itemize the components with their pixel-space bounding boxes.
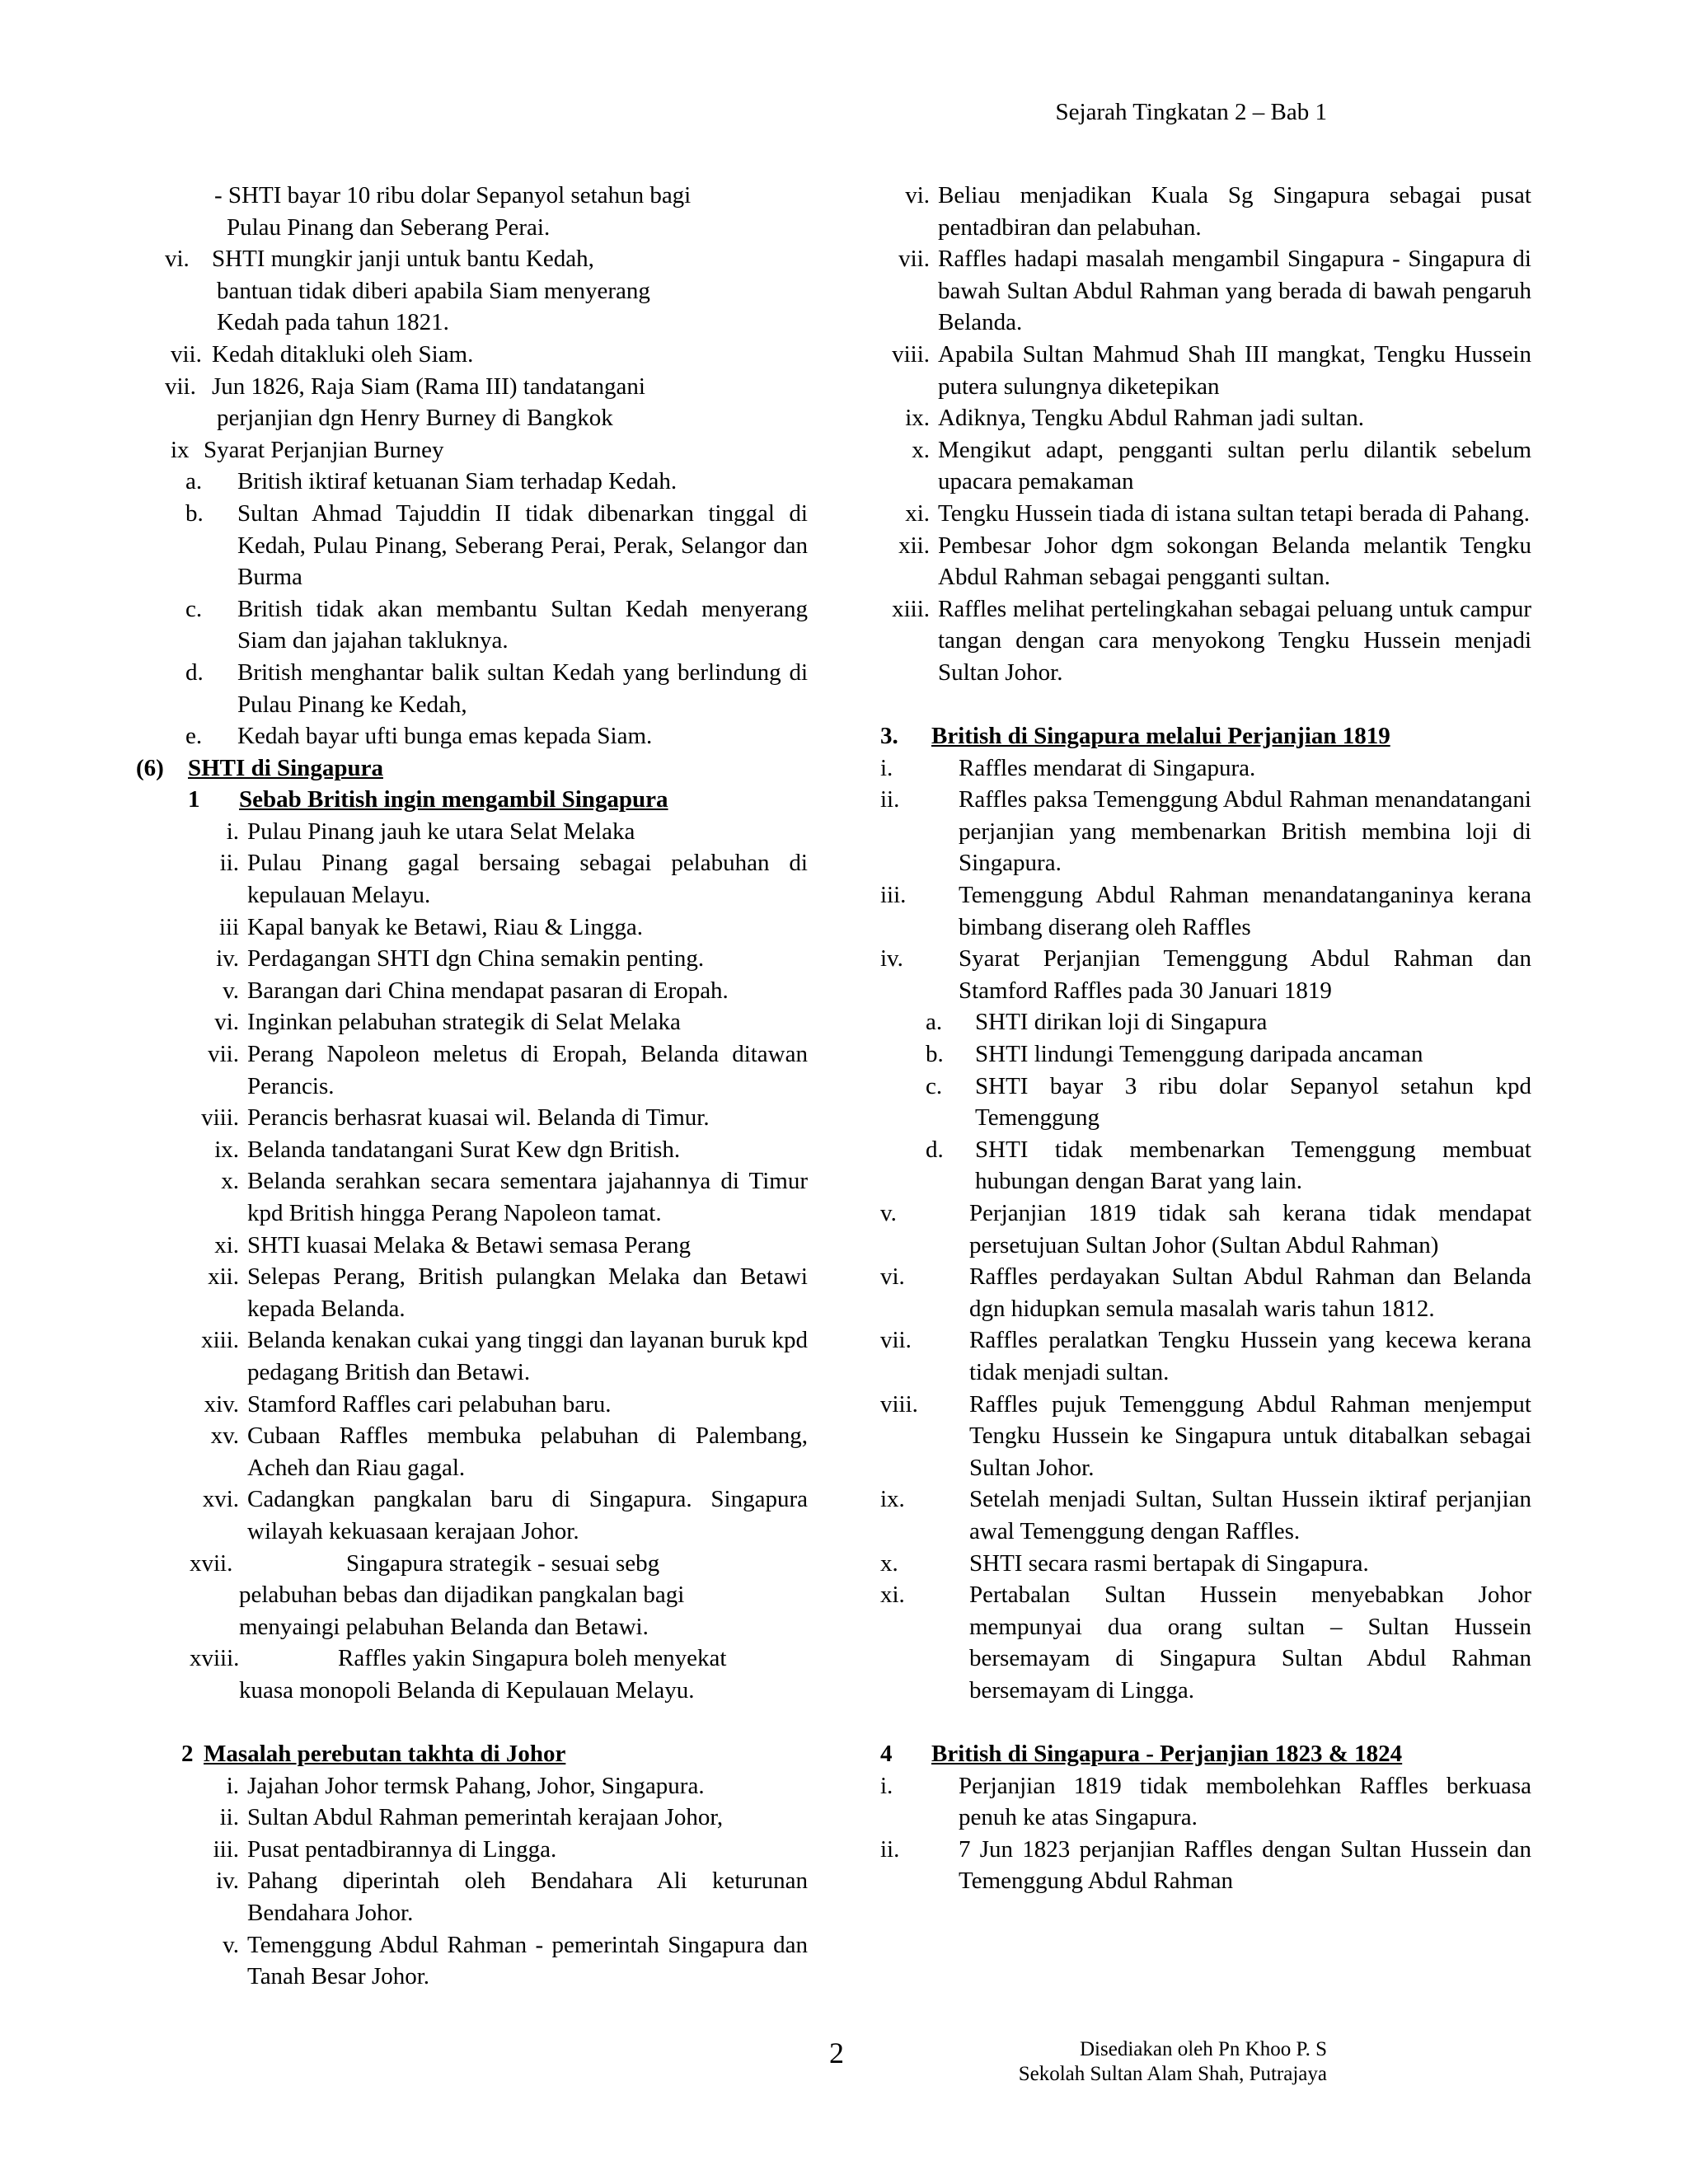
- list-text: Raffles paksa Temenggung Abdul Rahman menandatangani perjanjian yang membenarkan British membina loji di Singapura.: [959, 786, 1531, 877]
- list-item: [136, 1102, 808, 1134]
- list-marker: vii.: [898, 246, 930, 273]
- list-marker: xiv.: [204, 1390, 239, 1418]
- list-marker: a.: [926, 1009, 943, 1036]
- list-marker: xvi.: [202, 1486, 239, 1513]
- list-text: Cadangkan pangkalan baru di Singapura. Singapura wilayah kekuasaan kerajaan Johor.: [247, 1486, 808, 1544]
- list-marker: viii.: [880, 1390, 918, 1418]
- list-text: Apabila Sultan Mahmud Shah III mangkat, Tengku Hussein putera sulungnya diketepikan: [938, 340, 1531, 400]
- list-marker: v.: [223, 1931, 239, 1958]
- list-text: SHTI lindungi Temenggung daripada ancaman: [975, 1041, 1423, 1068]
- list-text: Raffles hadapi masalah mengambil Singapura - Singapura di bawah Sultan Abdul Rahman yang berada di bawah pengaruh Belanda.: [938, 246, 1531, 336]
- list-item: [880, 1579, 1531, 1706]
- list-text: Syarat Perjanjian Temenggung Abdul Rahman dan Stamford Raffles pada 30 Januari 1819: [959, 945, 1531, 1004]
- list-item: [136, 1834, 808, 1866]
- list-item: [136, 1483, 808, 1547]
- list-marker: vii.: [208, 1041, 239, 1068]
- list-marker: i.: [880, 754, 893, 781]
- list-marker: ix.: [880, 1486, 905, 1513]
- list-item: [136, 1865, 808, 1929]
- list-item: [880, 1261, 1531, 1324]
- list-marker: xiii.: [892, 595, 930, 622]
- list-item: [880, 1324, 1531, 1388]
- list-text: Pulau Pinang jauh ke utara Selat Melaka: [247, 818, 635, 845]
- list-marker: x.: [880, 1549, 898, 1577]
- list-marker: iv.: [880, 945, 903, 972]
- list-marker: vi.: [214, 1009, 239, 1036]
- list-marker: vi.: [880, 1263, 905, 1291]
- list-item: [880, 1483, 1531, 1547]
- list-text: Belanda tandatangani Surat Kew dgn British.: [247, 1136, 681, 1163]
- treaty-terms-list: [880, 1006, 1531, 1197]
- list-marker: iii.: [880, 882, 907, 909]
- list-marker: vii.: [880, 1327, 912, 1354]
- list-marker: ii.: [880, 786, 900, 813]
- list-item: [880, 784, 1531, 879]
- list-item: ix Syarat Perjanjian Burney: [171, 436, 444, 463]
- section-heading: (6) SHTI di Singapura: [136, 754, 383, 781]
- list-text: Tengku Hussein tiada di istana sultan tetapi berada di Pahang.: [938, 499, 1530, 527]
- burney-terms-list: [136, 466, 808, 752]
- list-text: Kapal banyak ke Betawi, Riau & Lingga.: [247, 913, 643, 940]
- list-text: Belanda serahkan secara sementara jajahannya di Timur kpd British hingga Perang Napoleon tamat.: [247, 1168, 808, 1226]
- list-text: Pahang diperintah oleh Bendahara Ali keturunan Bendahara Johor.: [247, 1868, 808, 1927]
- list-text: Cubaan Raffles membuka pelabuhan di Palembang, Acheh dan Riau gagal.: [247, 1422, 808, 1481]
- list-item: vii. Kedah ditakluki oleh Siam.: [171, 340, 474, 368]
- list-text: British tidak akan membantu Sultan Kedah menyerang Siam dan jajahan takluknya.: [237, 595, 808, 654]
- list-text: Raffles mendarat di Singapura.: [959, 754, 1256, 781]
- list-text: Pertabalan Sultan Hussein menyebabkan Johor mempunyai dua orang sultan – Sultan Hussein bersemayam di Singapura Sultan Abdul Rahman bersemayam di Lingga.: [969, 1582, 1531, 1704]
- list-item: [136, 1230, 808, 1262]
- list-marker: d.: [185, 658, 204, 686]
- list-item: [880, 593, 1531, 689]
- right-column: [880, 180, 1531, 1897]
- list-marker: x.: [912, 436, 930, 463]
- subsection-heading: 4 British di Singapura - Perjanjian 1823 & 1824: [880, 1741, 1403, 1768]
- list-text: Stamford Raffles cari pelabuhan baru.: [247, 1390, 612, 1418]
- list-item: [880, 339, 1531, 402]
- treaty-1823-list: [880, 1770, 1531, 1897]
- list-marker: iii.: [213, 1835, 239, 1863]
- list-item: [880, 498, 1531, 530]
- list-text: Raffles peralatkan Tengku Hussein yang kecewa kerana tidak menjadi sultan.: [969, 1327, 1531, 1385]
- list-item: [136, 1006, 808, 1038]
- list-item: [880, 752, 1531, 785]
- subsection-heading: 3. British di Singapura melalui Perjanjian 1819: [880, 723, 1390, 750]
- list-text: Barangan dari China mendapat pasaran di Eropah.: [247, 977, 729, 1004]
- list-marker: iv.: [216, 945, 239, 972]
- list-marker: e.: [185, 723, 203, 750]
- list-item: [880, 1134, 1531, 1197]
- list-text: Perjanjian 1819 tidak sah kerana tidak mendapat persetujuan Sultan Johor (Sultan Abdul Rahman): [969, 1200, 1531, 1258]
- list-item: [136, 466, 808, 498]
- list-marker: b.: [185, 499, 204, 527]
- list-item: [136, 1261, 808, 1324]
- list-item: [136, 657, 808, 720]
- list-text: Perjanjian 1819 tidak membolehkan Raffles berkuasa penuh ke atas Singapura.: [959, 1772, 1531, 1831]
- list-marker: xi.: [905, 499, 930, 527]
- list-text: Beliau menjadikan Kuala Sg Singapura sebagai pusat pentadbiran dan pelabuhan.: [938, 182, 1531, 241]
- list-text: Adiknya, Tengku Abdul Rahman jadi sultan.: [938, 405, 1364, 432]
- list-marker: d.: [926, 1136, 944, 1163]
- list-text: Kedah bayar ufti bunga emas kepada Siam.: [237, 723, 653, 750]
- list-item: vi. SHTI mungkir janji untuk bantu Kedah, bantuan tidak diberi apabila Siam menyerang Kedah pada tahun 1821.: [165, 246, 650, 336]
- list-marker: viii.: [201, 1104, 239, 1132]
- list-item: [136, 1324, 808, 1388]
- page-footer: [981, 2037, 1327, 2087]
- list-item: [880, 402, 1531, 434]
- list-text: 7 Jun 1823 perjanjian Raffles dengan Sultan Hussein dan Temenggung Abdul Rahman: [959, 1835, 1531, 1895]
- list-text: Mengikut adapt, pengganti sultan perlu dilantik sebelum upacara pemakaman: [938, 436, 1531, 495]
- treaty-1819-list: [880, 752, 1531, 1007]
- list-text: Raffles pujuk Temenggung Abdul Rahman menjemput Tengku Hussein ke Singapura untuk ditabalkan sebagai Sultan Johor.: [969, 1390, 1531, 1481]
- list-marker: a.: [185, 468, 203, 495]
- list-marker: c.: [185, 595, 203, 622]
- subsection-heading: 1 Sebab British ingin mengambil Singapura: [188, 786, 668, 813]
- list-item: [880, 1834, 1531, 1897]
- list-marker: viii.: [892, 340, 930, 368]
- list-text: Pembesar Johor dgm sokongan Belanda melantik Tengku Abdul Rahman sebagai pengganti sultan.: [938, 532, 1531, 591]
- list-text: Perang Napoleon meletus di Eropah, Belanda ditawan Perancis.: [247, 1041, 808, 1099]
- list-item: [136, 1038, 808, 1102]
- list-item: [880, 1770, 1531, 1834]
- list-marker: ii.: [219, 1804, 239, 1831]
- list-item: [136, 1929, 808, 1993]
- list-item: [136, 912, 808, 944]
- reasons-list: [136, 816, 808, 1548]
- list-marker: xii.: [208, 1263, 239, 1291]
- list-item: [136, 1134, 808, 1166]
- list-item: [880, 1038, 1531, 1071]
- list-text: British iktiraf ketuanan Siam terhadap Kedah.: [237, 468, 678, 495]
- footer-author: Disediakan oleh Pn Khoo P. S: [1080, 2038, 1327, 2060]
- list-item: [136, 1770, 808, 1802]
- list-item: [136, 847, 808, 911]
- list-text: Temenggung Abdul Rahman menandatanganinya kerana bimbang diserang oleh Raffles: [959, 882, 1531, 940]
- page-header: Sejarah Tingkatan 2 – Bab 1: [1055, 99, 1327, 125]
- list-item: xviii. Raffles yakin Singapura boleh menyekat kuasa monopoli Belanda di Kepulauan Melayu.: [190, 1645, 727, 1704]
- list-item: [880, 530, 1531, 593]
- footer-school: Sekolah Sultan Alam Shah, Putrajaya: [1018, 2063, 1327, 2085]
- list-item: [136, 593, 808, 657]
- list-item: [136, 1420, 808, 1483]
- list-marker: ix.: [214, 1136, 239, 1163]
- list-item: vii. Jun 1826, Raja Siam (Rama III) tandatangani perjanjian dgn Henry Burney di Bangkok: [165, 373, 645, 432]
- list-marker: xi.: [214, 1231, 239, 1258]
- list-marker: xii.: [898, 532, 930, 559]
- page-number: 2: [829, 2036, 844, 2069]
- list-item: [880, 1197, 1531, 1261]
- treaty-1819-list-continued: [880, 1197, 1531, 1707]
- list-text: Jajahan Johor termsk Pahang, Johor, Singapura.: [247, 1772, 705, 1799]
- list-marker: xi.: [880, 1582, 905, 1609]
- list-item: [880, 1548, 1531, 1580]
- list-text: Raffles perdayakan Sultan Abdul Rahman dan Belanda dgn hidupkan semula masalah waris tahun 1812.: [969, 1263, 1531, 1322]
- list-marker: iv.: [216, 1868, 239, 1895]
- list-marker: vi.: [905, 182, 930, 209]
- list-item: [136, 1389, 808, 1421]
- list-text: Setelah menjadi Sultan, Sultan Hussein iktiraf perjanjian awal Temenggung dengan Raffles.: [969, 1486, 1531, 1544]
- list-item: [136, 720, 808, 752]
- list-marker: iii: [218, 913, 239, 940]
- list-item: [880, 879, 1531, 943]
- left-column: [136, 180, 808, 1993]
- list-item: [136, 975, 808, 1007]
- list-marker: v.: [223, 977, 239, 1004]
- continued-item: - SHTI bayar 10 ribu dolar Sepanyol setahun bagi Pulau Pinang dan Seberang Perai.: [214, 182, 692, 241]
- list-marker: ii.: [219, 850, 239, 877]
- list-marker: c.: [926, 1072, 943, 1099]
- list-text: Sultan Ahmad Tajuddin II tidak dibenarkan tinggal di Kedah, Pulau Pinang, Seberang Perai, Perak, Selangor dan Burma: [237, 499, 808, 591]
- list-text: Perdagangan SHTI dgn China semakin penting.: [247, 945, 705, 972]
- list-text: SHTI kuasai Melaka & Betawi semasa Perang: [247, 1231, 691, 1258]
- throne-dispute-list-continued: [880, 180, 1531, 689]
- list-item: [136, 1165, 808, 1229]
- list-item: [880, 434, 1531, 498]
- list-marker: i.: [226, 1772, 239, 1799]
- list-item: [136, 816, 808, 848]
- list-marker: ii.: [880, 1835, 900, 1863]
- list-text: Temenggung Abdul Rahman - pemerintah Singapura dan Tanah Besar Johor.: [247, 1931, 808, 1990]
- list-text: Pulau Pinang gagal bersaing sebagai pelabuhan di kepulauan Melayu.: [247, 850, 808, 909]
- list-text: SHTI secara rasmi bertapak di Singapura.: [969, 1549, 1369, 1577]
- list-item: [880, 1071, 1531, 1134]
- list-text: Selepas Perang, British pulangkan Melaka dan Betawi kepada Belanda.: [247, 1263, 808, 1322]
- list-marker: ix.: [905, 405, 930, 432]
- list-text: SHTI bayar 3 ribu dolar Sepanyol setahun kpd Temenggung: [975, 1072, 1531, 1132]
- list-marker: xiii.: [201, 1327, 239, 1354]
- list-text: Inginkan pelabuhan strategik di Selat Melaka: [247, 1009, 681, 1036]
- list-marker: xv.: [210, 1422, 239, 1450]
- list-item: [880, 943, 1531, 1006]
- list-marker: v.: [880, 1200, 897, 1226]
- list-text: Pusat pentadbirannya di Lingga.: [247, 1835, 557, 1863]
- list-item: xvii. Singapura strategik - sesuai sebg pelabuhan bebas dan dijadikan pangkalan bagi menyaingi pelabuhan Belanda dan Betawi.: [190, 1549, 685, 1640]
- list-text: Raffles melihat pertelingkahan sebagai peluang untuk campur tangan dengan cara menyokong Tengku Hussein menjadi Sultan Johor.: [938, 595, 1531, 686]
- list-text: Perancis berhasrat kuasai wil. Belanda di Timur.: [247, 1104, 710, 1132]
- list-marker: b.: [926, 1041, 944, 1068]
- subsection-heading: 2 Masalah perebutan takhta di Johor: [181, 1741, 566, 1768]
- list-text: SHTI dirikan loji di Singapura: [975, 1009, 1268, 1036]
- list-item: [880, 1389, 1531, 1484]
- list-marker: i.: [880, 1772, 893, 1799]
- list-item: [136, 1802, 808, 1834]
- list-text: Sultan Abdul Rahman pemerintah kerajaan Johor,: [247, 1804, 724, 1831]
- list-text: Belanda kenakan cukai yang tinggi dan layanan buruk kpd pedagang British dan Betawi.: [247, 1327, 808, 1385]
- throne-dispute-list: [136, 1770, 808, 1993]
- list-marker: i.: [226, 818, 239, 845]
- list-item: [880, 180, 1531, 243]
- list-text: British menghantar balik sultan Kedah yang berlindung di Pulau Pinang ke Kedah,: [237, 658, 808, 718]
- list-marker: x.: [221, 1168, 239, 1195]
- list-item: [136, 943, 808, 975]
- list-item: [880, 243, 1531, 339]
- list-text: SHTI tidak membenarkan Temenggung membuat hubungan dengan Barat yang lain.: [975, 1136, 1531, 1195]
- list-item: [136, 498, 808, 593]
- list-item: [880, 1006, 1531, 1038]
